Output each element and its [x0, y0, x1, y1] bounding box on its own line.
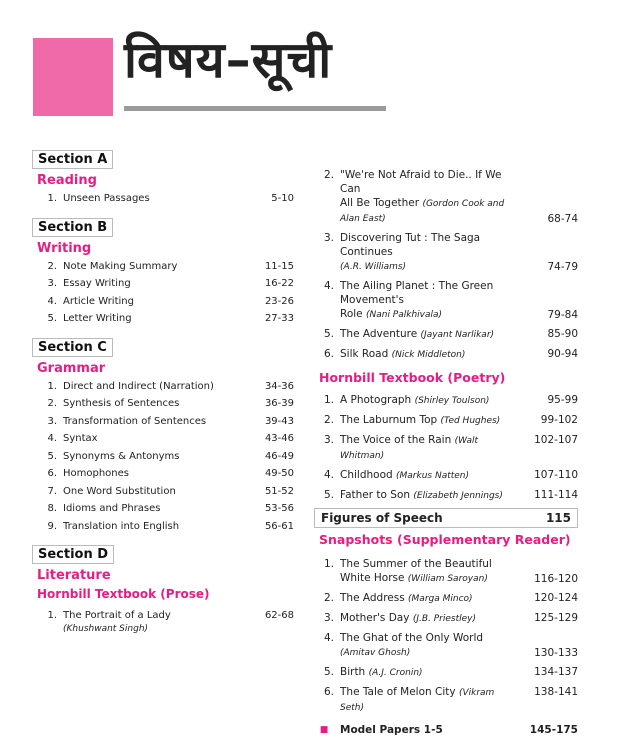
item-number: 3. — [47, 415, 57, 427]
item-title: One Word Substitution — [63, 485, 176, 497]
item-title: Direct and Indirect (Narration) — [63, 380, 214, 392]
item-title: Discovering Tut : The Saga Continues (A.R. Williams) — [340, 232, 481, 272]
item-number: 1. — [323, 558, 334, 570]
item-number: 6. — [323, 348, 334, 360]
snapshots-heading: Snapshots (Supplementary Reader) — [319, 532, 571, 547]
section-d-label: Section D — [32, 545, 114, 564]
item-number: 2. — [47, 260, 57, 272]
item-author: (Walt Whitman) — [340, 436, 479, 461]
toc-item[interactable] — [314, 468, 578, 483]
item-title: Childhood (Markus Natten) — [340, 469, 470, 481]
left-column — [32, 148, 294, 641]
item-pages: 51-52 — [264, 485, 294, 497]
item-number: 1. — [323, 394, 334, 406]
item-title: Note Making Summary — [63, 260, 178, 272]
item-pages: 79-84 — [547, 309, 578, 321]
item-number: 3. — [323, 434, 334, 446]
model-papers-pages: 145-175 — [529, 724, 578, 736]
toc-item[interactable] — [314, 347, 578, 362]
item-number: 6. — [323, 686, 334, 698]
page-title: विषय–सूची — [124, 31, 333, 89]
toc-item[interactable] — [32, 260, 294, 273]
category-grammar: Grammar — [37, 360, 106, 376]
toc-item[interactable] — [314, 685, 578, 715]
item-title: Father to Son (Elizabeth Jennings) — [340, 489, 503, 501]
section-b-label: Section B — [32, 218, 113, 237]
toc-item[interactable] — [32, 380, 294, 393]
item-number: 2. — [323, 592, 334, 604]
item-pages: 36-39 — [264, 398, 294, 409]
item-number: 5. — [323, 666, 334, 678]
item-number: 5. — [323, 328, 334, 340]
item-number: 5. — [323, 489, 334, 501]
item-pages: 46-49 — [264, 450, 294, 462]
item-pages: 39-43 — [264, 415, 294, 427]
item-pages: 138-141 — [534, 686, 578, 698]
item-title: The Ailing Planet : The Green Movement's Role (Nani Palkhivala) — [340, 280, 494, 320]
item-number: 8. — [47, 503, 57, 514]
item-pages: 99-102 — [540, 414, 578, 426]
item-pages: 116-120 — [534, 573, 578, 585]
model-papers-label: Model Papers 1-5 — [340, 724, 443, 736]
toc-item[interactable] — [314, 279, 578, 322]
item-pages: 23-26 — [264, 295, 294, 307]
poetry-heading: Hornbill Textbook (Poetry) — [319, 370, 506, 385]
section-a-label: Section A — [32, 150, 113, 169]
item-pages: 134-137 — [534, 666, 578, 678]
toc-item[interactable] — [314, 611, 578, 626]
item-author: (Ted Hughes) — [440, 416, 501, 426]
item-author: (Gordon Cook and Alan East) — [340, 199, 505, 224]
item-title: "We're Not Afraid to Die.. If We Can All Be Together (Gordon Cook and Alan East) — [340, 169, 505, 224]
toc-item[interactable] — [314, 393, 578, 408]
category-literature: Literature — [37, 568, 111, 583]
item-title: Silk Road (Nick Middleton) — [340, 348, 466, 360]
item-pages: 49-50 — [264, 468, 294, 479]
item-pages: 16-22 — [264, 278, 294, 289]
item-number: 4. — [323, 632, 334, 644]
toc-item[interactable] — [32, 502, 294, 515]
item-pages: 102-107 — [534, 434, 578, 446]
category-writing: Writing — [37, 240, 92, 256]
toc-item[interactable] — [32, 295, 294, 308]
item-author: (Elizabeth Jennings) — [413, 491, 503, 501]
toc-item[interactable] — [314, 591, 578, 606]
item-pages: 95-99 — [547, 394, 578, 406]
item-number: 1. — [47, 380, 57, 392]
item-number: 5. — [47, 313, 57, 324]
toc-item[interactable] — [314, 231, 578, 274]
item-title: The Address (Marga Minco) — [340, 592, 473, 604]
item-author: (Nick Middleton) — [391, 350, 466, 360]
toc-item[interactable] — [314, 488, 578, 503]
item-number: 5. — [47, 450, 57, 462]
item-title: Mother's Day (J.B. Priestley) — [340, 612, 476, 624]
item-number: 2. — [47, 398, 57, 409]
item-title: Article Writing — [63, 295, 134, 307]
section-c-label: Section C — [32, 338, 113, 357]
decorative-pink-square — [33, 38, 113, 116]
item-number: 4. — [323, 280, 334, 292]
toc-item[interactable] — [314, 665, 578, 680]
item-pages: 68-74 — [547, 213, 578, 225]
item-pages: 130-133 — [534, 647, 578, 659]
item-title: The Summer of the Beautiful White Horse (William Saroyan) — [340, 558, 492, 584]
item-pages: 74-79 — [547, 261, 578, 273]
toc-item[interactable] — [314, 168, 578, 226]
item-pages: 107-110 — [534, 469, 578, 481]
item-author: (Shirley Toulson) — [414, 396, 490, 406]
toc-item[interactable] — [32, 192, 294, 205]
toc-item[interactable] — [314, 631, 578, 660]
item-title: The Laburnum Top (Ted Hughes) — [340, 414, 501, 426]
item-pages: 53-56 — [264, 503, 294, 514]
item-number: 4. — [47, 295, 57, 307]
item-number: 6. — [47, 468, 57, 479]
figures-of-speech-row[interactable] — [314, 508, 578, 528]
item-title: Transformation of Sentences — [63, 415, 207, 427]
item-author: (Vikram Seth) — [340, 688, 495, 713]
item-author: (Amitav Ghosh) — [340, 648, 411, 658]
toc-item[interactable] — [32, 432, 294, 445]
item-author: (Jayant Narlikar) — [420, 330, 495, 340]
item-title: Homophones — [63, 468, 130, 479]
item-author: (Marga Minco) — [408, 594, 473, 604]
bullet-icon: ■ — [319, 725, 329, 735]
item-title: Letter Writing — [63, 313, 132, 324]
figures-pages: 115 — [545, 511, 571, 525]
item-number: 1. — [47, 193, 57, 204]
item-title: Syntax — [63, 433, 98, 444]
item-author: (William Saroyan) — [407, 574, 488, 584]
toc-item[interactable] — [314, 327, 578, 342]
category-reading: Reading — [37, 173, 97, 188]
item-number: 2. — [323, 169, 334, 181]
item-pages: 90-94 — [547, 348, 578, 360]
item-author: (Nani Palkhivala) — [365, 310, 443, 320]
item-number: 9. — [47, 520, 57, 532]
item-title: The Tale of Melon City (Vikram Seth) — [340, 686, 495, 713]
item-title: Synthesis of Sentences — [63, 398, 180, 409]
item-author: (Khushwant Singh) — [63, 624, 149, 634]
item-title: The Ghat of the Only World (Amitav Ghosh) — [340, 632, 484, 658]
item-pages: 27-33 — [264, 313, 294, 324]
item-title: Synonyms & Antonyms — [63, 450, 180, 462]
toc-item[interactable] — [32, 467, 294, 480]
item-number: 3. — [323, 612, 334, 624]
item-pages: 56-61 — [264, 520, 294, 532]
toc-item[interactable] — [32, 520, 294, 533]
item-pages: 111-114 — [534, 489, 578, 501]
item-number: 2. — [323, 414, 334, 426]
item-title: The Voice of the Rain (Walt Whitman) — [340, 434, 479, 461]
item-author: (A.J. Cronin) — [368, 668, 423, 678]
subcategory-prose: Hornbill Textbook (Prose) — [37, 587, 210, 601]
item-number: 3. — [47, 278, 57, 289]
item-author: (Markus Natten) — [396, 471, 470, 481]
item-number: 4. — [323, 469, 334, 481]
item-number: 7. — [47, 485, 57, 497]
toc-item[interactable] — [32, 609, 294, 636]
item-number: 4. — [47, 433, 57, 444]
toc-item[interactable] — [314, 413, 578, 428]
model-papers-row[interactable] — [314, 723, 578, 737]
item-title: Unseen Passages — [63, 193, 150, 204]
toc-item[interactable] — [314, 433, 578, 463]
item-title: The Portrait of a Lady (Khushwant Singh) — [63, 610, 171, 634]
toc-item[interactable] — [314, 557, 578, 586]
item-title: Translation into English — [63, 520, 180, 532]
item-pages: 125-129 — [534, 612, 578, 624]
figures-label: Figures of Speech — [321, 511, 443, 525]
item-title: Essay Writing — [63, 278, 131, 289]
toc-item[interactable] — [32, 415, 294, 428]
toc-item[interactable] — [32, 312, 294, 325]
item-pages: 11-15 — [264, 260, 294, 272]
item-title: Birth (A.J. Cronin) — [340, 666, 423, 678]
item-title: Idioms and Phrases — [63, 503, 161, 514]
item-author: (A.R. Williams) — [340, 262, 407, 272]
item-pages: 85-90 — [547, 328, 578, 340]
item-pages: 43-46 — [264, 433, 294, 444]
item-title: A Photograph (Shirley Toulson) — [340, 394, 490, 406]
item-number: 3. — [323, 232, 334, 244]
right-column — [314, 168, 578, 742]
toc-item[interactable] — [32, 397, 294, 410]
item-author: (J.B. Priestley) — [412, 614, 476, 624]
item-title: The Adventure (Jayant Narlikar) — [340, 328, 495, 340]
toc-item[interactable] — [32, 450, 294, 463]
item-pages: 34-36 — [264, 380, 294, 392]
item-number: 1. — [47, 610, 57, 621]
item-pages: 5-10 — [271, 193, 294, 204]
item-pages: 120-124 — [534, 592, 578, 604]
toc-item[interactable] — [32, 485, 294, 498]
toc-item[interactable] — [32, 277, 294, 290]
title-underline — [124, 106, 386, 111]
item-pages: 62-68 — [264, 610, 294, 621]
